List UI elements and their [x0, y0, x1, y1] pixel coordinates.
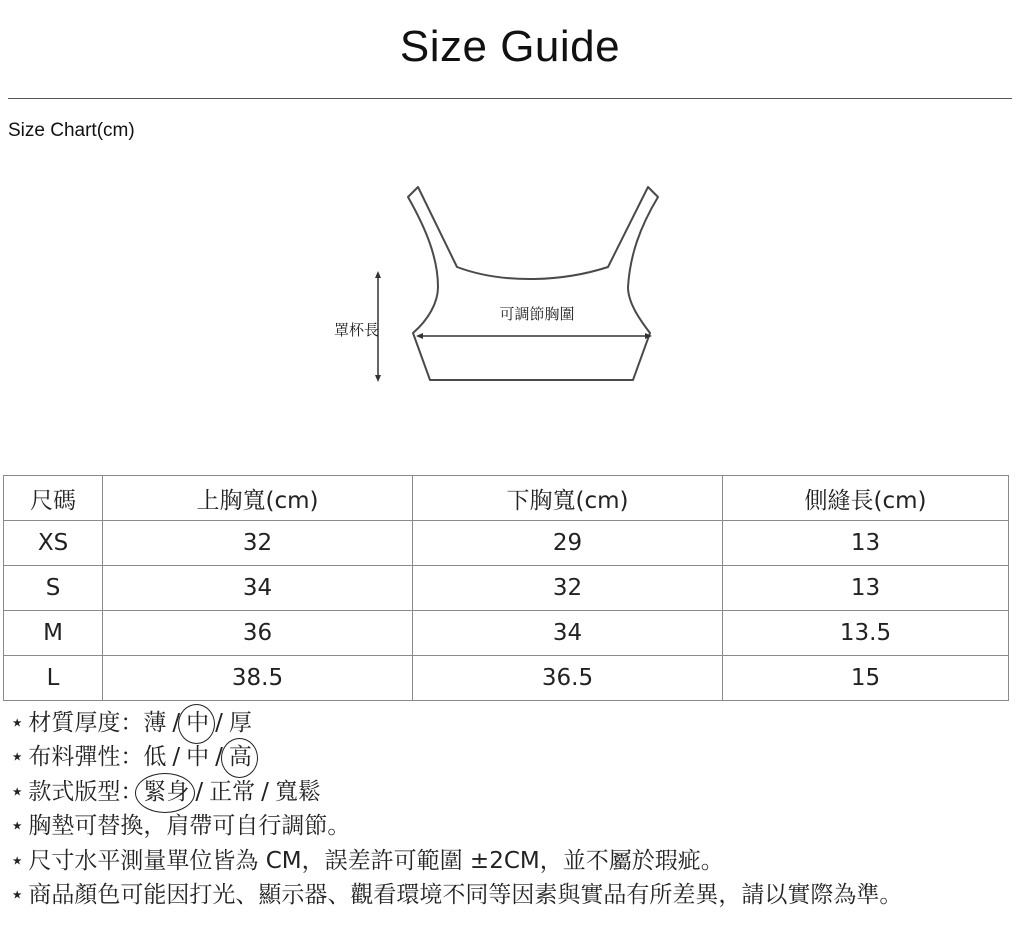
- size-table: [3, 475, 1009, 701]
- band-label: 可調節胸圍: [499, 305, 575, 323]
- option-thickness-thin: 薄: [143, 710, 167, 736]
- star-bullet: ⋆: [10, 710, 25, 736]
- note-text: 胸墊可替換，肩帶可自行調節。: [28, 813, 351, 840]
- option-separator: /: [215, 710, 223, 736]
- star-bullet: ⋆: [10, 881, 25, 908]
- table-cell: M: [4, 611, 103, 656]
- table-row: [4, 611, 1009, 656]
- table-cell: L: [4, 656, 103, 701]
- note-label: 材質厚度：: [28, 710, 144, 736]
- option-fit-loose: 寬鬆: [274, 778, 321, 805]
- table-cell: 13: [723, 566, 1009, 611]
- star-bullet: ⋆: [10, 778, 25, 805]
- star-bullet: ⋆: [10, 813, 25, 840]
- option-separator: /: [261, 778, 269, 805]
- table-cell: 15: [723, 656, 1009, 701]
- note-label: 款式版型：: [28, 778, 144, 805]
- table-cell: 13: [723, 521, 1009, 566]
- table-cell: S: [4, 566, 103, 611]
- cup-length-arrow-head-bottom: [375, 375, 381, 382]
- table-row: [4, 521, 1009, 566]
- header-size: 尺碼: [4, 476, 103, 521]
- table-cell: 13.5: [723, 611, 1009, 656]
- table-cell: XS: [4, 521, 103, 566]
- option-elasticity-high-selected: 高: [229, 740, 252, 774]
- table-cell: 32: [413, 566, 723, 611]
- option-thickness-medium-selected: 中: [186, 706, 209, 740]
- bra-outline: [408, 187, 658, 380]
- note-pad: [10, 809, 902, 843]
- table-cell: 29: [413, 521, 723, 566]
- cup-length-label: 罩杯長: [334, 321, 380, 339]
- header-under-bust: 下胸寬(cm): [413, 476, 723, 521]
- table-cell: 34: [103, 566, 413, 611]
- star-bullet: ⋆: [10, 847, 25, 874]
- page-title: Size Guide: [399, 22, 621, 71]
- product-notes: [10, 706, 902, 912]
- option-separator: /: [172, 744, 181, 771]
- band-arrow-head-left: [416, 333, 423, 339]
- note-text: 商品顏色可能因打光、顯示器、觀看環境不同等因素與實品有所差異，請以實際為準。: [28, 881, 903, 908]
- note-color: [10, 878, 902, 912]
- option-separator: /: [195, 778, 204, 805]
- header-side-seam: 側縫長(cm): [723, 476, 1009, 521]
- table-row: [4, 566, 1009, 611]
- option-thickness-thick: 厚: [228, 710, 252, 736]
- table-header-row: [4, 476, 1009, 521]
- option-elasticity-low: 低: [143, 744, 167, 771]
- star-bullet: ⋆: [10, 744, 25, 771]
- title-divider: [8, 98, 1012, 99]
- option-fit-regular: 正常: [209, 778, 256, 805]
- note-label: 布料彈性：: [28, 744, 144, 771]
- table-cell: 34: [413, 611, 723, 656]
- table-cell: 38.5: [103, 656, 413, 701]
- option-elasticity-medium: 中: [186, 744, 210, 771]
- note-elasticity: [10, 740, 902, 774]
- table-cell: 36: [103, 611, 413, 656]
- size-chart-heading: Size Chart(cm): [8, 120, 135, 141]
- option-fit-tight-selected: 緊身: [143, 775, 189, 809]
- cup-length-arrow-head-top: [375, 271, 381, 278]
- note-thickness: [10, 706, 902, 740]
- note-measurement: [10, 844, 902, 878]
- table-row: [4, 656, 1009, 701]
- table-cell: 32: [103, 521, 413, 566]
- header-upper-chest: 上胸寬(cm): [103, 476, 413, 521]
- note-text: 尺寸水平測量單位皆為 CM，誤差許可範圍 ±2CM，並不屬於瑕疵。: [28, 847, 724, 874]
- note-fit: [10, 775, 902, 809]
- option-separator: /: [215, 744, 223, 771]
- table-cell: 36.5: [413, 656, 723, 701]
- garment-diagram: [290, 175, 690, 395]
- option-separator: /: [172, 710, 181, 736]
